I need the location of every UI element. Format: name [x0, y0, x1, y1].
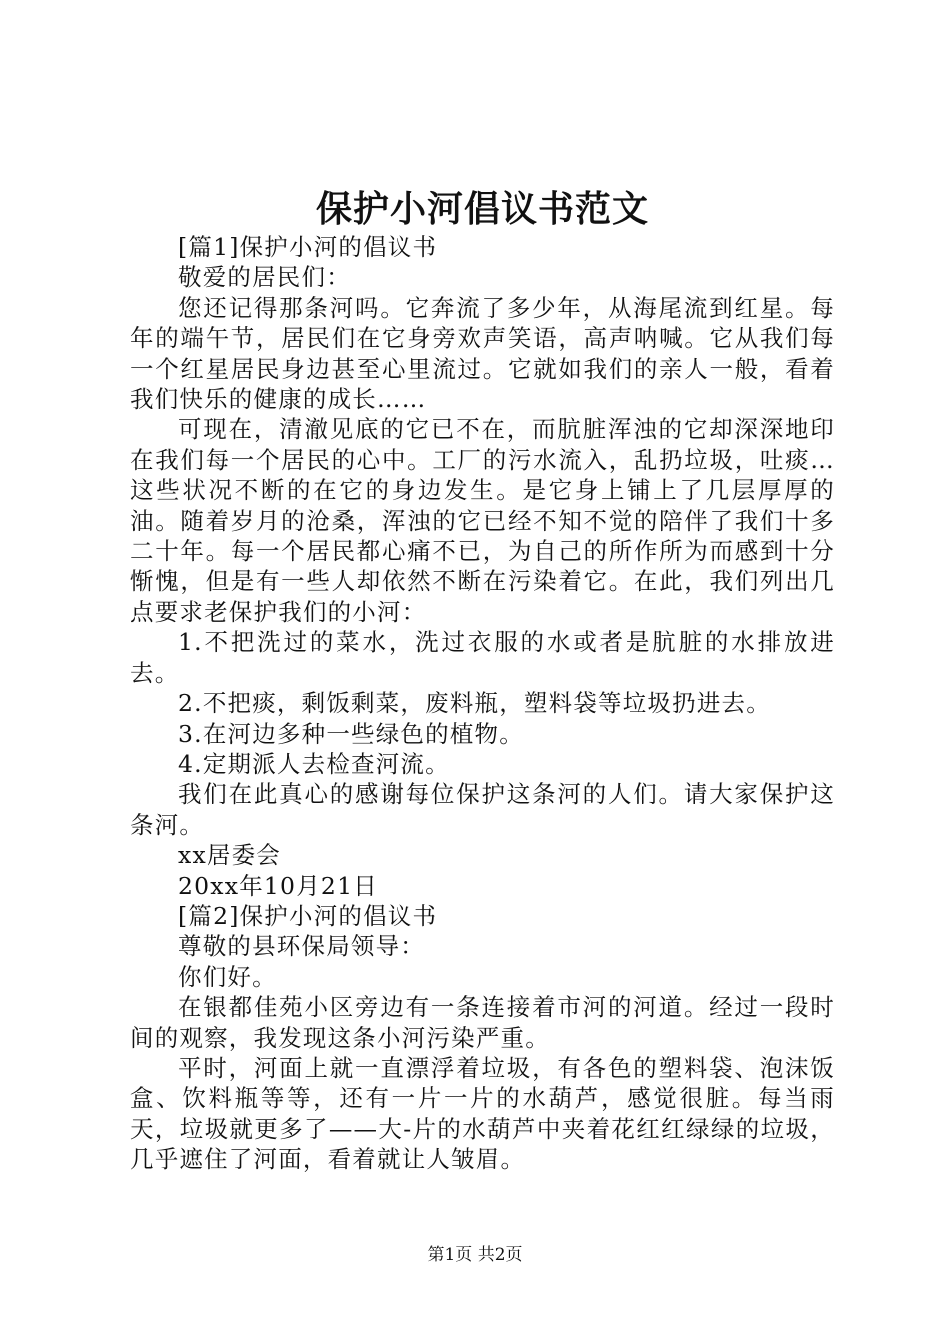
- list-item: 1.不把洗过的菜水，洗过衣服的水或者是肮脏的水排放进去。: [130, 628, 835, 687]
- document-body: [130, 232, 835, 1175]
- paragraph: 您还记得那条河吗。它奔流了多少年，从海尾流到红星。每年的端午节，居民们在它身旁欢声笑语，高声呐喊。它从我们每一个红星居民身边甚至心里流过。它就如我们的亲人一般，看着我们快乐的健康的成长……: [130, 293, 835, 414]
- list-item: 4.定期派人去检查河流。: [178, 749, 450, 778]
- list-item: 3.在河边多种一些绿色的植物。: [178, 719, 524, 748]
- page-indicator: 第1页 共2页: [427, 1245, 523, 1265]
- signature: xx居委会: [178, 841, 282, 870]
- paragraph: 敬爱的居民们：: [178, 263, 351, 292]
- paragraph: [篇1]保护小河的倡议书: [178, 233, 438, 261]
- paragraph: 在银都佳苑小区旁边有一条连接着市河的河道。经过一段时间的观察，我发现这条小河污染严重。: [130, 993, 835, 1052]
- paragraph: 尊敬的县环保局领导：: [178, 932, 425, 961]
- section-heading: [篇2]保护小河的倡议书: [178, 901, 438, 930]
- document-title: 保护小河倡议书范文: [315, 188, 649, 230]
- list-item: 2.不把痰，剩饭剩菜，废料瓶，塑料袋等垃圾扔进去。: [178, 689, 771, 718]
- paragraph: 你们好。: [178, 962, 277, 991]
- paragraph: 我们在此真心的感谢每位保护这条河的人们。请大家保护这条河。: [130, 780, 835, 839]
- paragraph: 可现在，清澈见底的它已不在，而肮脏浑浊的它却深深地印在我们每一个居民的心中。工厂的污水流入，乱扔垃圾，吐痰…这些状况不断的在它的身边发生。是它身上铺上了几层厚厚的油。随着岁月的沧桑，浑浊的它已经不知不觉的陪伴了我们十多二十年。每一个居民都心痛不已，为自己的所作所为而感到十分惭愧，但是有一些人却依然不断在污染着它。在此，我们列出几点要求老保护我们的小河：: [130, 415, 835, 626]
- paragraph: 平时，河面上就一直漂浮着垃圾，有各色的塑料袋、泡沫饭盒、饮料瓶等等，还有一片一片的水葫芦，感觉很脏。每当雨天，垃圾就更多了——大-片的水葫芦中夹着花红红绿绿的垃圾，几乎遮住了河面，看着就让人皱眉。: [130, 1053, 835, 1174]
- date: 20xx年10月21日: [178, 871, 378, 900]
